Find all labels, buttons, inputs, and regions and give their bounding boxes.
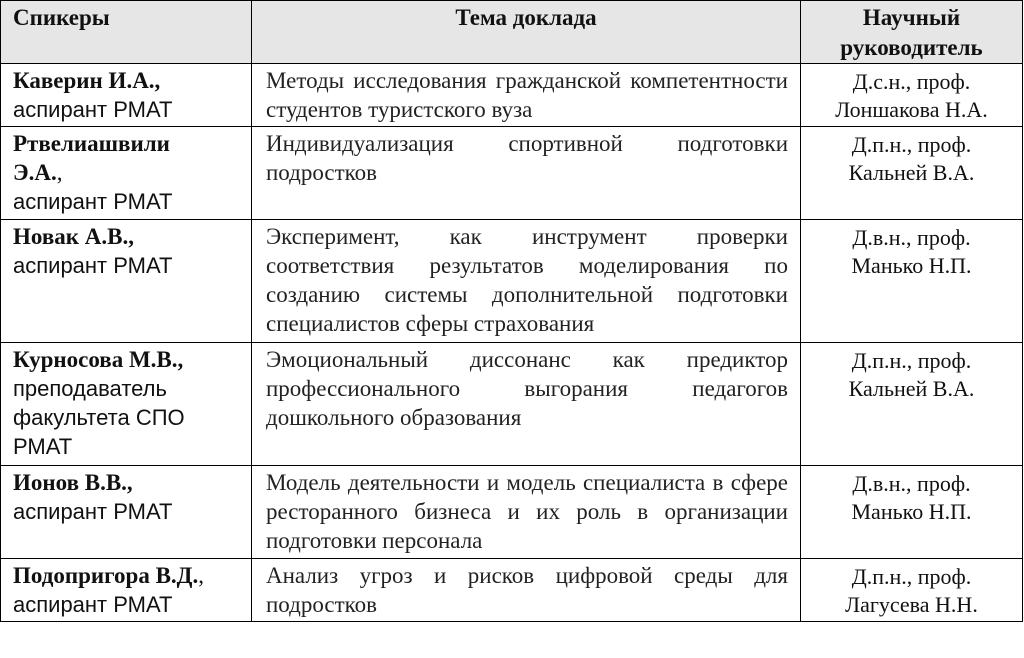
adviser-cell xyxy=(801,127,1023,220)
adviser-title: Д.с.н., проф. xyxy=(852,69,971,94)
header-adviser xyxy=(801,1,1023,64)
header-speakers: Спикеры xyxy=(1,1,252,64)
table-row xyxy=(1,343,1023,466)
topic-cell: Анализ угроз и рисков цифровой среды для подростков xyxy=(252,559,801,622)
speaker-cell xyxy=(1,127,252,220)
header-adviser-line1: Научный xyxy=(862,5,961,30)
topic-cell: Эмоциональный диссонанс как предиктор профессионального выгорания педагогов дошкольного образования xyxy=(252,343,801,466)
table-header-row xyxy=(1,1,1023,64)
adviser-name: Лагусева Н.Н. xyxy=(845,592,978,617)
header-adviser-line2: руководитель xyxy=(840,35,983,60)
speaker-name: Ионов В.В., xyxy=(13,470,133,495)
adviser-name: Манько Н.П. xyxy=(851,253,972,278)
speaker-cell xyxy=(1,559,252,622)
topic-cell: Методы исследования гражданской компетентности студентов туристского вуза xyxy=(252,64,801,127)
speaker-name-suffix: , xyxy=(198,563,204,588)
speaker-name-suffix: , xyxy=(56,160,63,185)
speaker-cell xyxy=(1,220,252,343)
table-row xyxy=(1,64,1023,127)
adviser-cell xyxy=(801,343,1023,466)
adviser-title: Д.п.н., проф. xyxy=(851,132,972,157)
speaker-name: Каверин И.А., xyxy=(13,68,161,93)
adviser-name: Кальней В.А. xyxy=(848,160,975,185)
table-row xyxy=(1,220,1023,343)
table-row xyxy=(1,559,1023,622)
speaker-role-line3: РМАТ xyxy=(13,434,73,459)
speaker-role-line1: преподаватель xyxy=(13,376,167,401)
adviser-title: Д.в.н., проф. xyxy=(852,471,971,496)
header-topic: Тема доклада xyxy=(252,1,801,64)
adviser-cell xyxy=(801,64,1023,127)
speaker-name: Новак А.В., xyxy=(13,224,134,249)
table-row xyxy=(1,127,1023,220)
topic-cell: Модель деятельности и модель специалиста в сфере ресторанного бизнеса и их роль в организации подготовки персонала xyxy=(252,466,801,559)
adviser-title: Д.п.н., проф. xyxy=(851,348,972,373)
adviser-cell xyxy=(801,466,1023,559)
adviser-name: Манько Н.П. xyxy=(851,499,972,524)
speaker-role: аспирант РМАТ xyxy=(13,592,173,617)
speaker-role: аспирант РМАТ xyxy=(13,253,173,278)
topic-cell: Эксперимент, как инструмент проверки соответствия результатов моделирования по созданию системы дополнительной подготовки специалистов сферы страхования xyxy=(252,220,801,343)
speaker-name: Подопригора В.Д. xyxy=(13,563,199,588)
adviser-name: Кальней В.А. xyxy=(848,376,975,401)
adviser-cell xyxy=(801,220,1023,343)
speaker-role: аспирант РМАТ xyxy=(13,97,173,122)
speaker-role: аспирант РМАТ xyxy=(13,189,173,214)
adviser-name: Лоншакова Н.А. xyxy=(835,97,988,122)
speaker-role-line2: факультета СПО xyxy=(13,405,185,430)
speaker-cell xyxy=(1,466,252,559)
speaker-name: Курносова М.В., xyxy=(13,347,184,372)
adviser-title: Д.п.н., проф. xyxy=(851,564,972,589)
adviser-title: Д.в.н., проф. xyxy=(852,225,971,250)
speaker-name-line2: Э.А. xyxy=(13,160,57,185)
table-row xyxy=(1,466,1023,559)
speaker-cell xyxy=(1,343,252,466)
topic-cell: Индивидуализация спортивной подготовки подростков xyxy=(252,127,801,220)
speaker-role: аспирант РМАТ xyxy=(13,499,173,524)
adviser-cell xyxy=(801,559,1023,622)
speaker-name-line1: Ртвелиашвили xyxy=(13,131,170,156)
speaker-cell xyxy=(1,64,252,127)
